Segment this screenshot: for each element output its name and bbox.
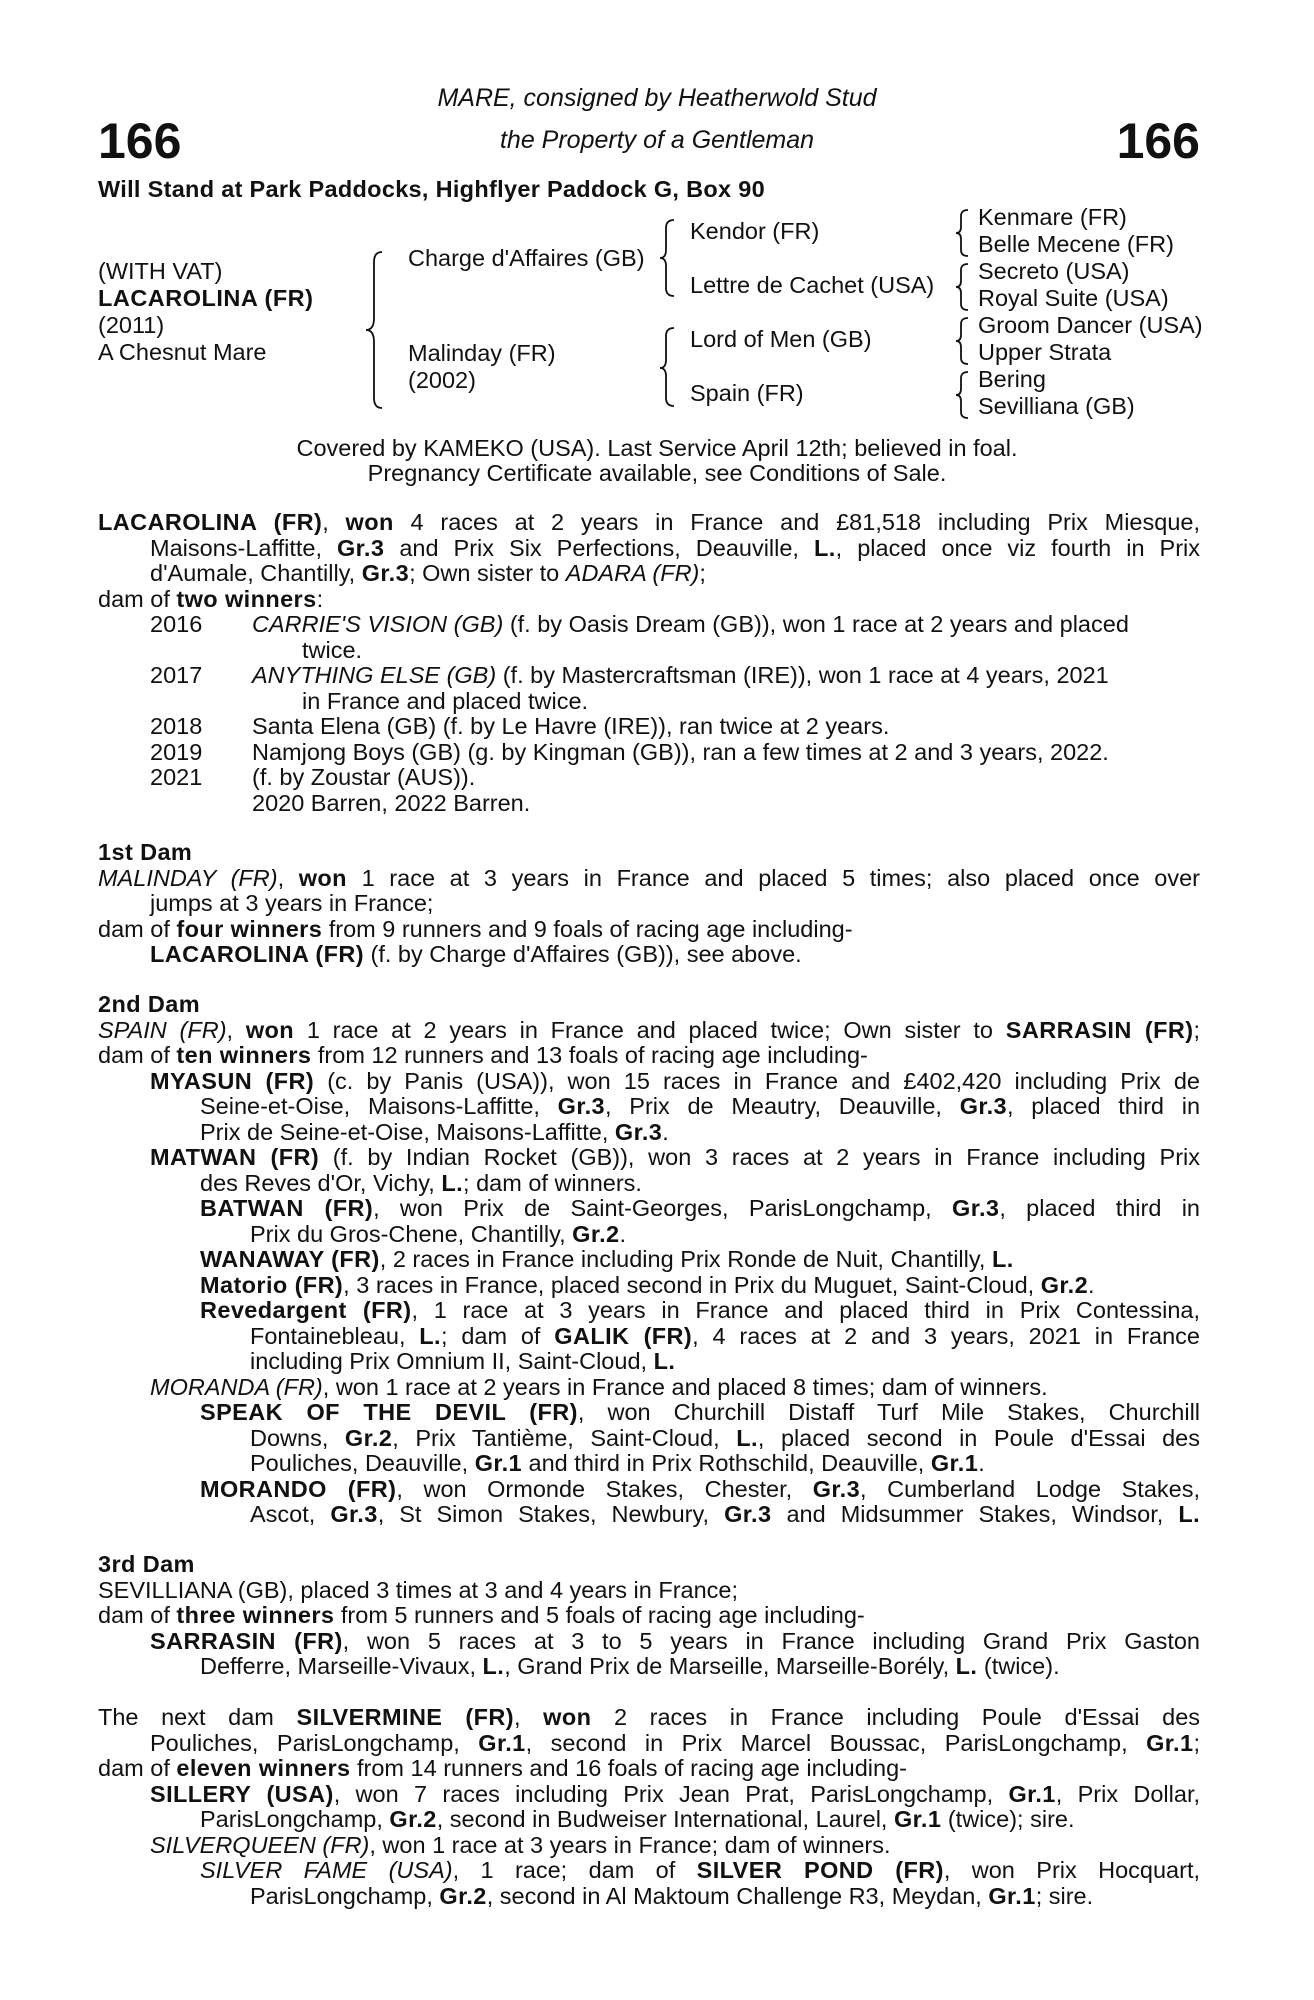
second-dam-heading: 2nd Dam <box>98 991 201 1017</box>
pedigree-brace-dam <box>658 326 682 410</box>
pedigree-brace-ss <box>954 208 974 258</box>
ped-dsd: Upper Strata <box>978 339 1112 365</box>
lot-number-right: 166 <box>1116 113 1200 169</box>
pedigree-brace-dd <box>954 370 974 420</box>
progeny-row: 2021 (f. by Zoustar (AUS)). <box>150 764 476 790</box>
vat-note: (WITH VAT) <box>98 258 223 284</box>
ped-ddd: Sevilliana (GB) <box>978 393 1135 419</box>
progeny-row-cont: in France and placed twice. <box>302 687 589 714</box>
progeny-row: 2020 Barren, 2022 Barren. <box>252 789 531 816</box>
progeny-row: 2016 CARRIE'S VISION (GB) (f. by Oasis Dream (GB)), won 1 race at 2 years and placed <box>150 611 1129 637</box>
pedigree-brace-ds <box>954 316 974 366</box>
progeny-row: 2017 ANYTHING ELSE (GB) (f. by Mastercraftsman (IRE)), won 1 race at 4 years, 2021 <box>150 662 1109 688</box>
progeny-row-cont: twice. <box>302 636 363 663</box>
next-dam-section: The next dam SILVERMINE (FR), won 2 races in France including Poule d'Essai des Pouliches, ParisLongchamp, Gr.1, second in Prix Marcel Boussac, ParisLongchamp, Gr.1; dam of eleven winners from 14 runners and 16 foals of racing age including- SILLERY (USA), won 7 races including Prix Jean Prat, ParisLongchamp, Gr.1, Prix Dollar, ParisLongchamp, Gr.2, second in Budweiser International, Laurel, Gr.1 (twice); sire. SILVERQUEEN (FR), won 1 race at 3 years in France; dam of winners. SILVER FAME (USA), 1 race; dam of SILVER POND (FR), won Prix Hocquart, ParisLongchamp, Gr.2, second in Al Maktoum Challenge R3, Meydan, Gr.1; sire. <box>98 1704 1201 1909</box>
horse-year: (2011) <box>98 312 165 338</box>
ped-dss: Groom Dancer (USA) <box>978 312 1203 338</box>
sire-name: Charge d'Affaires (GB) <box>408 245 645 271</box>
dam-sire: Lord of Men (GB) <box>690 326 872 352</box>
third-dam-section: 3rd Dam SEVILLIANA (GB), placed 3 times at 3 and 4 years in France; dam of three winners from 5 runners and 5 foals of racing age including- SARRASIN (FR), won 5 races at 3 to 5 years in France including Grand Prix Gaston Defferre, Marseille-Vivaux, L., Grand Prix de Marseille, Marseille-Borély, L. (twice). <box>98 1551 1200 1679</box>
progeny-row: 2019 Namjong Boys (GB) (g. by Kingman (GB)), ran a few times at 2 and 3 years, 2022. <box>150 738 1109 765</box>
main-record: LACAROLINA (FR), won 4 races at 2 years in France and £81,518 including Prix Miesque, Maisons-Laffitte, Gr.3 and Prix Six Perfections, Deauville, L., placed once viz fourth in Prix d'Aumale, Chantilly, Gr.3; Own sister to ADARA (FR); dam of two winners: <box>98 509 1201 612</box>
pregnancy-line: Pregnancy Certificate available, see Conditions of Sale. <box>367 460 947 486</box>
pedigree-brace-sire <box>658 218 682 298</box>
second-dam-section: 2nd Dam SPAIN (FR), won 1 race at 2 years in France and placed twice; Own sister to SARRASIN (FR); dam of ten winners from 12 runners and 13 foals of racing age including- MYASUN (FR) (c. by Panis (USA)), won 15 races in France and £402,420 including Prix de Seine-et-Oise, Maisons-Laffitte, Gr.3, Prix de Meautry, Deauville, Gr.3, placed third in Prix de Seine-et-Oise, Maisons-Laffitte, Gr.3. MATWAN (FR) (f. by Indian Rocket (GB)), won 3 races at 2 years in France including Prix des Reves d'Or, Vichy, L.; dam of winners. BATWAN (FR), won Prix de Saint-Georges, ParisLongchamp, Gr.3, placed third in Prix du Gros-Chene, Chantilly, Gr.2. WANAWAY (FR), 2 races in France including Prix Ronde de Nuit, Chantilly, L. Matorio (FR), 3 races in France, placed second in Prix du Muguet, Saint-Cloud, Gr.2. Revedargent (FR), 1 race at 3 years in France and placed third in Prix Contessina, Fontainebleau, L.; dam of GALIK (FR), 4 races at 2 and 3 years, 2021 in France including Prix Omnium II, Saint-Cloud, L. MORANDA (FR), won 1 race at 2 years in France and placed 8 times; dam of winners. SPEAK OF THE DEVIL (FR), won Churchill Distaff Turf Mile Stakes, Churchill Downs, Gr.2, Prix Tantième, Saint-Cloud, L., placed second in Poule d'Essai des Pouliches, Deauville, Gr.1 and third in Prix Rothschild, Deauville, Gr.1. MORANDO (FR), won Ormonde Stakes, Chester, Gr.3, Cumberland Lodge Stakes, Ascot, Gr.3, St Simon Stakes, Newbury, Gr.3 and Midsummer Stakes, Windsor, L. <box>98 991 1201 1527</box>
first-dam-section: 1st Dam MALINDAY (FR), won 1 race at 3 years in France and placed 5 times; also placed once over jumps at 3 years in France; dam of four winners from 9 runners and 9 foals of racing age including- LACAROLINA (FR) (f. by Charge d'Affaires (GB)), see above. <box>98 839 1200 967</box>
ped-sss: Kenmare (FR) <box>978 204 1127 230</box>
ped-ssd: Belle Mecene (FR) <box>978 231 1174 257</box>
horse-description: A Chesnut Mare <box>98 339 267 365</box>
sire-dam: Lettre de Cachet (USA) <box>690 272 935 298</box>
main-horse-name: LACAROLINA (FR) <box>98 509 323 535</box>
covered-line: Covered by KAMEKO (USA). Last Service April 12th; believed in foal. <box>296 435 1018 461</box>
stand-location: Will Stand at Park Paddocks, Highflyer Paddock G, Box 90 <box>98 176 765 202</box>
dam-year: (2002) <box>408 367 476 393</box>
progeny-list <box>150 612 1129 816</box>
pedigree-brace-sd <box>954 262 974 312</box>
dam-dam: Spain (FR) <box>690 380 804 406</box>
property-line: the Property of a Gentleman <box>499 126 815 154</box>
lot-number-left: 166 <box>98 113 182 169</box>
horse-name: LACAROLINA (FR) <box>98 285 314 311</box>
progeny-row: 2018 Santa Elena (GB) (f. by Le Havre (IRE)), ran twice at 2 years. <box>150 713 890 739</box>
consignor-line: MARE, consigned by Heatherwold Stud <box>437 84 877 112</box>
ped-sds: Secreto (USA) <box>978 258 1130 284</box>
ped-dds: Bering <box>978 366 1046 392</box>
ped-sdd: Royal Suite (USA) <box>978 285 1169 311</box>
first-dam-heading: 1st Dam <box>98 839 193 865</box>
third-dam-heading: 3rd Dam <box>98 1551 195 1577</box>
pedigree-brace-main <box>364 250 394 410</box>
dam-name: Malinday (FR) <box>408 340 556 366</box>
sire-sire: Kendor (FR) <box>690 218 820 244</box>
